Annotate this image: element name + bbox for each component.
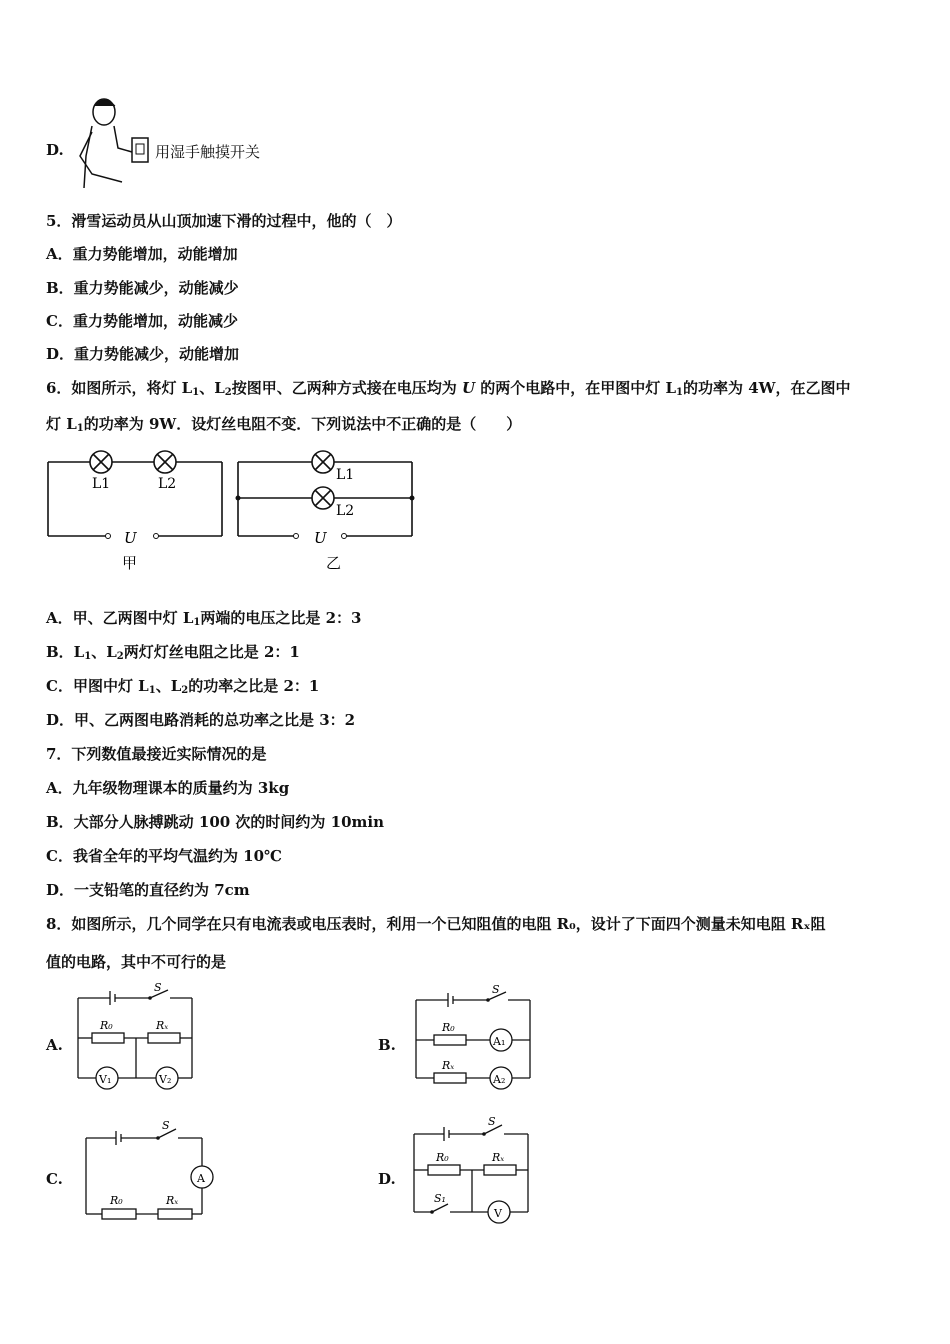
q5-option-d: D．重力势能减少，动能增加: [46, 345, 240, 363]
q8-label-d: D.: [378, 1170, 396, 1188]
label-l2: L2: [336, 503, 355, 519]
svg-text:R₀: R₀: [436, 1151, 449, 1164]
label-l2: L2: [158, 476, 177, 492]
q8-circuit-d: [408, 1114, 536, 1226]
q8-stem-line2: 值的电路，其中不可行的是: [46, 953, 227, 971]
voltmeter-v: V: [494, 1207, 502, 1220]
lamp-l1-icon: [312, 451, 334, 473]
caption-jia: 甲: [122, 554, 138, 572]
svg-text:Rₓ: Rₓ: [166, 1194, 179, 1207]
wet-hand-switch-illustration: [70, 96, 154, 192]
q5-option-b: B．重力势能减少，动能减少: [46, 279, 239, 297]
q7-option-b: B．大部分人脉搏跳动 100 次的时间约为 10min: [46, 813, 385, 831]
ammeter-a: A: [197, 1172, 205, 1185]
lamp-l2-icon: [312, 487, 334, 509]
caption-yi: 乙: [326, 554, 342, 572]
ammeter-a2: A₂: [493, 1073, 506, 1086]
q8-label-c: C.: [46, 1170, 63, 1188]
svg-text:Rₓ: Rₓ: [442, 1059, 455, 1072]
q7-option-c: C．我省全年的平均气温约为 10℃: [46, 847, 283, 865]
voltmeter-v2: V₂: [159, 1073, 172, 1086]
q8-circuit-a: [72, 982, 200, 1092]
svg-text:R₀: R₀: [110, 1194, 123, 1207]
ammeter-a1: A₁: [493, 1035, 506, 1048]
q7-option-a: A．九年级物理课本的质量约为 3kg: [46, 779, 290, 797]
label-voltage: U: [314, 529, 327, 547]
q8-circuit-c: [78, 1116, 218, 1226]
q8-stem-line1: 8．如图所示，几个同学在只有电流表或电压表时，利用一个已知阻值的电阻 R₀，设计了下面四个测量未知电阻 Rₓ阻: [46, 915, 826, 933]
q7-option-d: D．一支铅笔的直径约为 7cm: [46, 881, 250, 899]
q5-option-c: C．重力势能增加，动能减少: [46, 312, 238, 330]
switch-s1-label: S₁: [434, 1192, 446, 1205]
svg-text:S: S: [488, 1115, 496, 1128]
q6-circuit-jia: [44, 446, 229, 576]
q8-circuit-b: [410, 984, 538, 1092]
voltmeter-v1: V₁: [99, 1073, 112, 1086]
label-voltage: U: [124, 529, 137, 547]
q6-stem-line1: 6．如图所示，将灯 $L_1$、$L_2$按图甲、乙两种方式接在电压均为 U 的两个电路中，在甲图中灯 $L_1$的功率为 4W，在乙图中: [46, 379, 851, 398]
q8-label-b: B.: [378, 1036, 396, 1054]
lamp-l2-icon: [154, 451, 176, 473]
svg-text:S: S: [492, 984, 500, 996]
label-l1: L1: [92, 476, 111, 492]
q8-label-a: A.: [46, 1036, 63, 1054]
svg-text:S: S: [162, 1119, 170, 1132]
q6-option-b: B．$L_1$、$L_2$两灯灯丝电阻之比是 2：1: [46, 643, 300, 662]
q6-option-d: D．甲、乙两图电路消耗的总功率之比是 3：2: [46, 711, 356, 729]
q6-circuit-yi: [234, 446, 420, 576]
rx-label: Rₓ: [156, 1019, 169, 1032]
r0-label: R₀: [100, 1019, 113, 1032]
q6-option-c: C．甲图中灯 $L_1$、$L_2$的功率之比是 2：1: [46, 677, 320, 696]
q4-option-d-letter: D.: [46, 141, 64, 159]
lamp-l1-icon: [90, 451, 112, 473]
q7-stem: 7．下列数值最接近实际情况的是: [46, 745, 267, 763]
q4-option-d-text: 用湿手触摸开关: [155, 143, 261, 161]
svg-text:R₀: R₀: [442, 1021, 455, 1034]
q6-stem-line2: 灯 $L_1$的功率为 9W．设灯丝电阻不变．下列说法中不正确的是（ ）: [46, 415, 522, 434]
switch-label: S: [154, 982, 162, 994]
q5-option-a: A．重力势能增加，动能增加: [46, 245, 238, 263]
q5-stem: 5．滑雪运动员从山顶加速下滑的过程中，他的（ ）: [46, 212, 402, 230]
svg-text:Rₓ: Rₓ: [492, 1151, 505, 1164]
q6-option-a: A．甲、乙两图中灯 $L_1$两端的电压之比是 2：3: [46, 609, 362, 628]
label-l1: L1: [336, 467, 355, 483]
